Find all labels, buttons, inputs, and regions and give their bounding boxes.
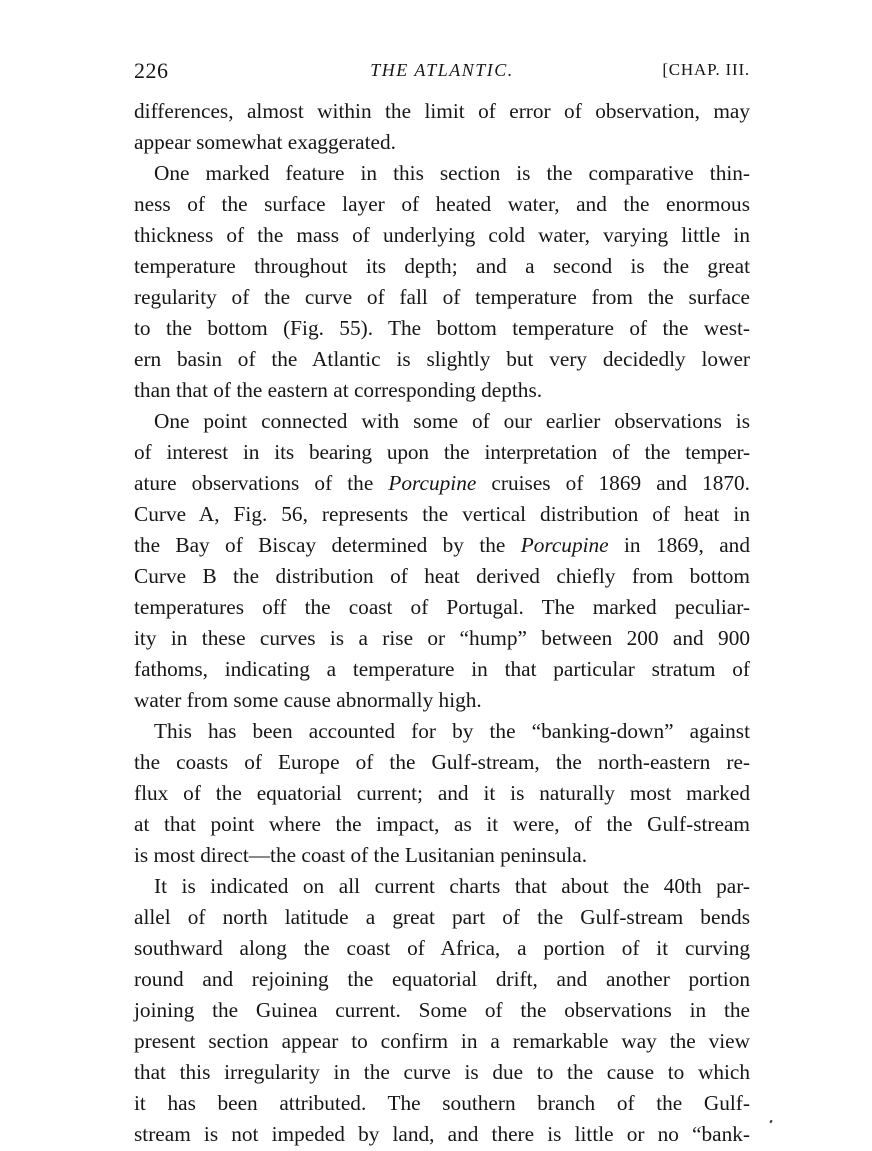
text-line: Curve A, Fig. 56, represents the vertical distribution of heat in (134, 502, 750, 526)
text-line: One marked feature in this section is the comparative thin- (154, 161, 750, 185)
text-line: temperature throughout its depth; and a second is the great (134, 254, 750, 278)
running-header (134, 58, 750, 88)
text-line: One point connected with some of our earlier observations is (154, 409, 750, 433)
text-line: thickness of the mass of underlying cold water, varying little in (134, 223, 750, 247)
running-title: THE ATLANTIC. (370, 60, 514, 80)
text-line: than that of the eastern at corresponding depths. (134, 378, 543, 402)
text-line: It is indicated on all current charts that about the 40th par- (154, 874, 750, 898)
text-line: is most direct—the coast of the Lusitanian peninsula. (134, 843, 588, 867)
print-speck (769, 1120, 772, 1124)
text-line: southward along the coast of Africa, a portion of it curving (134, 936, 750, 960)
chapter-label: [CHAP. III. (662, 60, 750, 79)
text-line: joining the Guinea current. Some of the observations in the (134, 998, 750, 1022)
text-line: the Bay of Biscay determined by the Porcupine in 1869, and (134, 533, 750, 557)
text-line: water from some cause abnormally high. (134, 688, 482, 712)
text-line: ern basin of the Atlantic is slightly but very decidedly lower (134, 347, 750, 371)
text-line: round and rejoining the equatorial drift, and another portion (134, 967, 750, 991)
text-line: that this irregularity in the curve is due to the cause to which (134, 1060, 750, 1084)
text-line: flux of the equatorial current; and it is naturally most marked (134, 781, 750, 805)
text-line: present section appear to confirm in a remarkable way the view (134, 1029, 750, 1053)
text-line: stream is not impeded by land, and there is little or no “bank- (134, 1122, 750, 1146)
body-text (134, 96, 750, 1150)
text-line: appear somewhat exaggerated. (134, 130, 396, 154)
text-line: This has been accounted for by the “banking-down” against (154, 719, 750, 743)
text-line: it has been attributed. The southern branch of the Gulf- (134, 1091, 750, 1115)
text-line: allel of north latitude a great part of the Gulf-stream bends (134, 905, 750, 929)
text-line: at that point where the impact, as it were, of the Gulf-stream (134, 812, 750, 836)
text-line: of interest in its bearing upon the interpretation of the temper- (134, 440, 750, 464)
text-line: Curve B the distribution of heat derived chiefly from bottom (134, 564, 750, 588)
ship-name-porcupine: Porcupine (388, 471, 477, 495)
text-line: the coasts of Europe of the Gulf-stream, the north-eastern re- (134, 750, 750, 774)
text-line: regularity of the curve of fall of temperature from the surface (134, 285, 750, 309)
text-line: ature observations of the Porcupine cruises of 1869 and 1870. (134, 471, 750, 495)
text-line: ness of the surface layer of heated water, and the enormous (134, 192, 750, 216)
text-line: ity in these curves is a rise or “hump” between 200 and 900 (134, 626, 750, 650)
text-line: to the bottom (Fig. 55). The bottom temperature of the west- (134, 316, 750, 340)
text-line: fathoms, indicating a temperature in that particular stratum of (134, 657, 750, 681)
page-number: 226 (134, 58, 169, 83)
text-line: differences, almost within the limit of error of observation, may (134, 99, 750, 123)
text-line: temperatures off the coast of Portugal. The marked peculiar- (134, 595, 750, 619)
ship-name-porcupine: Porcupine (520, 533, 609, 557)
